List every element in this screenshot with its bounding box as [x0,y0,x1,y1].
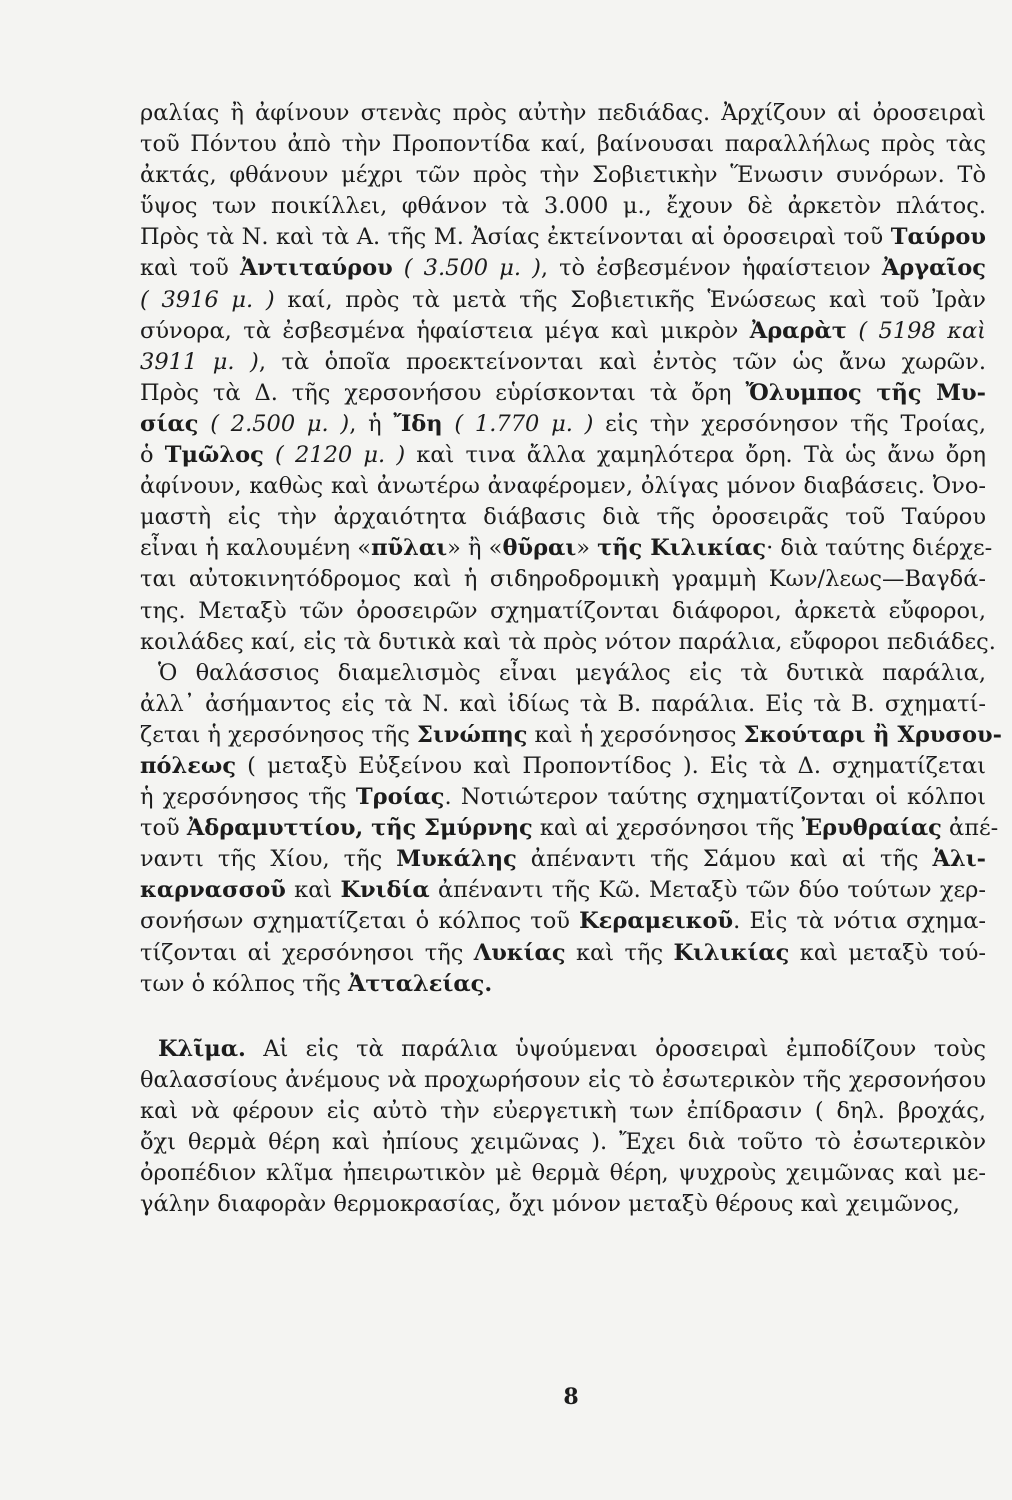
text-run: καὶ τοῦ [140,255,240,282]
text-run: Πρὸς τὰ Ν. καὶ τὰ Α. τῆς Μ. Ἀσίας ἐκτείνονται αἱ ὀροσειραὶ τοῦ [140,224,891,251]
bold-term: Ἀδραμυττίου, τῆς Σμύρνης [186,815,533,842]
text-run: καὶ μεταξὺ τού- [789,939,986,966]
text-line [140,378,986,409]
text-line [140,689,986,720]
text-run: κοιλάδες καί, εἰς τὰ δυτικὰ καὶ τὰ πρὸς νότον παράλια, εὔφοροι πεδιάδες. [140,628,996,655]
text-run: γάλην διαφορὰν θερμοκρασίας, ὄχι μόνον μεταξὺ θέρους καὶ χειμῶνος, [140,1191,960,1218]
italic-measure: ( 2120 μ. ) [263,442,406,469]
italic-measure: ( 3916 μ. ) [140,286,275,313]
italic-measure: ( 3.500 μ. ) [392,255,541,282]
text-run: ἀλλ᾽ ἀσήμαντος εἰς τὰ Ν. καὶ ἰδίως τὰ Β. παράλια. Εἰς τὰ Β. σχηματί- [140,690,986,717]
text-run: τοῦ [140,815,187,842]
bold-term: Ἐρυθραίας [801,815,942,842]
text-run: των ὁ κόλπος τῆς [140,970,348,997]
bold-term: Κεραμεικοῦ [579,908,734,935]
text-line [140,969,986,1000]
text-line [140,285,986,316]
text-run: ζεται ἡ χερσόνησος τῆς [140,721,418,748]
text-run: καί, πρὸς τὰ μετὰ τῆς Σοβιετικῆς Ἑνώσεως καὶ τοῦ Ἰρὰν [274,286,986,313]
italic-measure: ( 5198 καὶ [846,317,986,344]
paragraph-gap [140,1000,986,1034]
bold-term: Ἀτταλείας. [347,970,493,997]
text-line [140,316,986,347]
bold-term: Ἴδη [393,410,443,437]
text-run: καὶ τινα ἄλλα χαμηλότερα ὄρη. Τὰ ὡς ἄνω ὄρη [405,442,986,469]
text-run: ὕψος των ποικίλλει, φθάνον τὰ 3.000 μ., ἔχουν δὲ ἀρκετὸν πλάτος. [140,193,986,220]
text-run: ται αὐτοκινητόδρομος καὶ ἡ σιδηροδρομικὴ γραμμὴ Κων/λεως—Βαγδά- [140,566,986,593]
bold-term: Ἁλι- [932,846,987,873]
italic-measure: ( 1.770 μ. ) [442,410,594,437]
text-line [140,471,986,502]
text-run: ( μεταξὺ Εὐξείνου καὶ Προποντίδος ). Εἰς τὰ Δ. σχηματίζεται [236,752,986,779]
text-line [140,813,999,844]
bold-term: καρνασσοῦ [140,877,286,904]
text-run: καὶ [285,877,341,904]
text-run: θαλασσίους ἀνέμους νὰ προχωρήσουν εἰς τὸ ἐσωτερικὸν τῆς χερσονήσου [140,1066,986,1093]
bold-term: Ἀραρὰτ [749,317,847,344]
text-line [140,658,986,689]
bold-term: Ὄλυμπος τῆς Μυ- [745,379,986,406]
text-line [140,938,986,969]
bold-term: σίας [140,410,199,437]
text-line [140,596,986,627]
text-run: Ὁ θαλάσσιος διαμελισμὸς εἶναι μεγάλος εἰς τὰ δυτικὰ παράλια, [158,659,986,686]
text-run: σύνορα, τὰ ἐσβεσμένα ἡφαίστεια μέγα καὶ μικρὸν [140,317,750,344]
text-run: ἀφίνουν, καθὼς καὶ ἀνωτέρω ἀναφέρομεν, ὀλίγας μόνον διαβάσεις. Ὀνο- [140,473,986,500]
text-line [140,875,986,906]
text-run: ραλίας ἢ ἀφίνουν στενὰς πρὸς αὐτὴν πεδιάδας. Ἀρχίζουν αἱ ὀροσειραὶ [140,100,986,126]
text-run: σονήσων σχηματίζεται ὁ κόλπος τοῦ [140,908,580,935]
text-line [140,129,986,160]
text-line [140,1065,986,1096]
text-run: » ἢ « [447,535,503,562]
text-run: Πρὸς τὰ Δ. τῆς χερσονήσου εὑρίσκονται τὰ ὄρη [140,379,746,406]
text-line [140,440,986,471]
text-run: . Εἰς τὰ νότια σχημα- [733,908,986,935]
text-line [140,347,986,378]
text-line [140,1189,986,1220]
bold-term: Τροίας [355,784,445,811]
bold-term: τῆς Κιλικίας [597,535,767,562]
text-run: καὶ νὰ φέρουν εἰς αὐτὸ τὴν εὐεργετικὴ των ἐπίδρασιν ( δηλ. βροχάς, [140,1097,986,1124]
bold-term: Κνιδία [340,877,430,904]
bold-term: Λυκίας [473,939,566,966]
text-run: εἶναι ἡ καλουμένη « [140,535,372,562]
page-number: 8 [563,1384,579,1410]
text-run: τοῦ Πόντου ἀπὸ τὴν Προποντίδα καί, βαίνουσαι παραλλήλως πρὸς τὰς [140,131,986,158]
text-line [140,844,986,875]
text-line [140,720,1002,751]
text-line [140,98,986,129]
bold-term: Κλῖμα. [158,1035,246,1062]
text-run: ὀροπέδιον κλῖμα ἠπειρωτικὸν μὲ θερμὰ θέρη, ψυχροὺς χειμῶνας καὶ με- [140,1160,986,1187]
text-line [140,533,993,564]
text-line [140,1034,986,1065]
text-line [140,222,986,253]
text-run: . Νοτιώτερον ταύτης σχηματίζονται οἱ κόλποι [444,784,986,811]
text-run: τίζονται αἱ χερσόνησοι τῆς [140,939,474,966]
bold-term: Ἀντιταύρου [239,255,393,282]
bold-term: Σινώπης [417,721,528,748]
bold-term: Ἀργαῖος [881,255,986,282]
text-run: εἰς τὴν χερσόνησον τῆς Τροίας, [593,410,986,437]
text-run: καὶ ἡ χερσόνησος [527,721,744,748]
bold-term: θῦραι [502,535,577,562]
bold-term: Κιλικίας [673,939,790,966]
text-run: · διὰ ταύτης διέρχε- [766,535,993,562]
text-run: ἡ χερσόνησος τῆς [140,784,356,811]
text-line [140,1096,986,1127]
text-line [140,627,996,658]
bold-term: Σκούταρι ἢ Χρυσου- [743,721,1002,748]
bold-term: πῦλαι [371,535,448,562]
text-run: ἀπέναντι τῆς Κῶ. Μεταξὺ τῶν δύο τούτων χερ- [429,877,986,904]
bold-term: Ταύρου [890,224,986,251]
text-line [140,564,986,595]
text-line [140,906,986,937]
text-run: μαστὴ εἰς τὴν ἀρχαιότητα διάβασις διὰ τῆς ὀροσειρᾶς τοῦ Ταύρου [140,504,986,531]
text-line [140,253,986,284]
text-line [140,1158,986,1189]
text-run: ἀπέναντι τῆς Σάμου καὶ αἱ τῆς [516,846,933,873]
text-run: , τὰ ὁποῖα προεκτείνονται καὶ ἐντὸς τῶν ὡς ἄνω χωρῶν. [258,348,986,375]
text-line [140,502,986,533]
bold-term: πόλεως [140,752,237,779]
text-run: Αἱ εἰς τὰ παράλια ὑψούμεναι ὀροσειραὶ ἐμποδίζουν τοὺς [245,1035,986,1062]
text-line [140,782,986,813]
text-run: , τὸ ἐσβεσμένον ἡφαίστειον [540,255,882,282]
text-run: ἀκτάς, φθάνουν μέχρι τῶν πρὸς τὴν Σοβιετικὴν Ἕνωσιν συνόρων. Τὸ [140,162,986,189]
text-run: ναντι τῆς Χίου, τῆς [140,846,397,873]
text-line [140,160,986,191]
text-run: , ἡ [349,410,394,437]
italic-measure: 3911 μ. ) [140,348,259,375]
italic-measure: ( 2.500 μ. ) [198,410,350,437]
text-line [140,751,986,782]
text-run: ἀπέ- [941,815,999,842]
text-run: της. Μεταξὺ τῶν ὀροσειρῶν σχηματίζονται διάφοροι, ἀρκετὰ εὔφοροι, [140,597,986,624]
bold-term: Τμῶλος [164,442,264,469]
text-run: ὁ [140,442,165,469]
text-run: » [576,535,598,562]
text-line [140,191,986,222]
text-run: ὄχι θερμὰ θέρη καὶ ἠπίους χειμῶνας ). Ἔχει διὰ τοῦτο τὸ ἐσωτερικὸν [140,1129,986,1155]
text-run: καὶ αἱ χερσόνησοι τῆς [532,815,802,842]
text-line [140,409,986,440]
body-text [140,98,1002,1220]
bold-term: Μυκάλης [396,846,517,873]
text-run: καὶ τῆς [565,939,674,966]
text-line [140,1127,986,1158]
